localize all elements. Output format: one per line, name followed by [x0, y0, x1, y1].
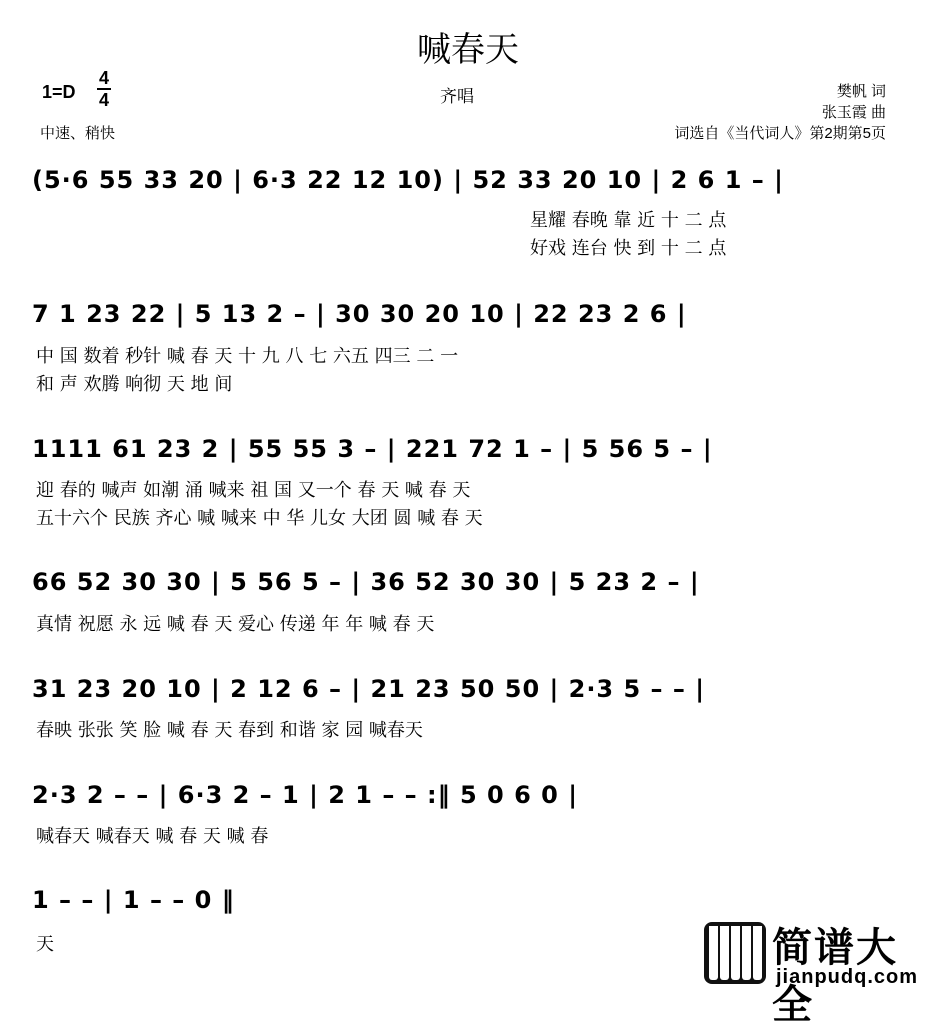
notation-line: 2·3 2 – – | 6·3 2 – 1 | 2 1 – – :‖ 5 0 6 0 | — [32, 781, 578, 809]
notation-line: 31 23 20 10 | 2 12 6 – | 21 23 50 50 | 2·3 5 – – | — [32, 675, 706, 703]
notation-system — [32, 675, 894, 715]
lyric-line: 春映 张张 笑 脸 喊 春 天 春到 和谐 家 园 喊春天 — [36, 720, 423, 741]
time-signature — [96, 68, 112, 110]
lyric-line: 星耀 春晚 靠 近 十 二 点 — [530, 210, 727, 231]
notation-line: (5·6 55 33 20 | 6·3 22 12 10) | 52 33 20 10 | 2 6 1 – | — [32, 166, 784, 194]
time-signature-bottom: 4 — [98, 90, 109, 110]
notation-line: 1111 61 23 2 | 55 55 3 – | 221 72 1 – | 5 56 5 – | — [32, 435, 713, 463]
watermark-name: 简谱大全 — [772, 925, 898, 1028]
lyric-line: 五十六个 民族 齐心 喊 喊来 中 华 儿女 大团 圆 喊 春 天 — [36, 508, 483, 529]
lyric-line: 和 声 欢腾 响彻 天 地 间 — [36, 374, 233, 395]
lyric-line: 天 — [36, 934, 54, 955]
lyric-line: 真情 祝愿 永 远 喊 春 天 爱心 传递 年 年 喊 春 天 — [36, 614, 435, 635]
time-signature-top: 4 — [98, 68, 109, 88]
notation-line: 1 – – | 1 – – 0 ‖ — [32, 886, 235, 914]
notation-line: 66 52 30 30 | 5 56 5 – | 36 52 30 30 | 5 23 2 – | — [32, 568, 700, 596]
notation-system — [32, 568, 894, 608]
performance-type: 齐唱 — [440, 87, 474, 106]
notation-line: 7 1 23 22 | 5 13 2 – | 30 30 20 10 | 22 23 2 6 | — [32, 300, 687, 328]
lyric-line: 迎 春的 喊声 如潮 涌 喊来 祖 国 又一个 春 天 喊 春 天 — [36, 480, 471, 501]
notation-system — [32, 435, 894, 475]
source-credit: 词选自《当代词人》第2期第5页 — [674, 125, 886, 142]
lyric-line: 喊春天 喊春天 喊 春 天 喊 春 — [36, 826, 269, 847]
notation-system — [32, 300, 894, 340]
notation-system — [32, 781, 894, 821]
notation-system — [32, 166, 894, 206]
song-title: 喊春天 — [417, 30, 519, 70]
tempo-marking: 中速、稍快 — [40, 125, 116, 142]
piano-keys-icon — [704, 922, 766, 984]
key-signature: 1=D — [42, 82, 76, 102]
composer-credit: 张玉霞 曲 — [821, 104, 886, 121]
lyric-line: 中 国 数着 秒针 喊 春 天 十 九 八 七 六五 四三 二 一 — [36, 346, 459, 367]
lyricist-credit: 樊帆 词 — [836, 83, 886, 100]
watermark-url: jianpudq.com — [776, 966, 918, 988]
lyric-line: 好戏 连台 快 到 十 二 点 — [530, 238, 727, 259]
site-watermark — [704, 912, 934, 1028]
